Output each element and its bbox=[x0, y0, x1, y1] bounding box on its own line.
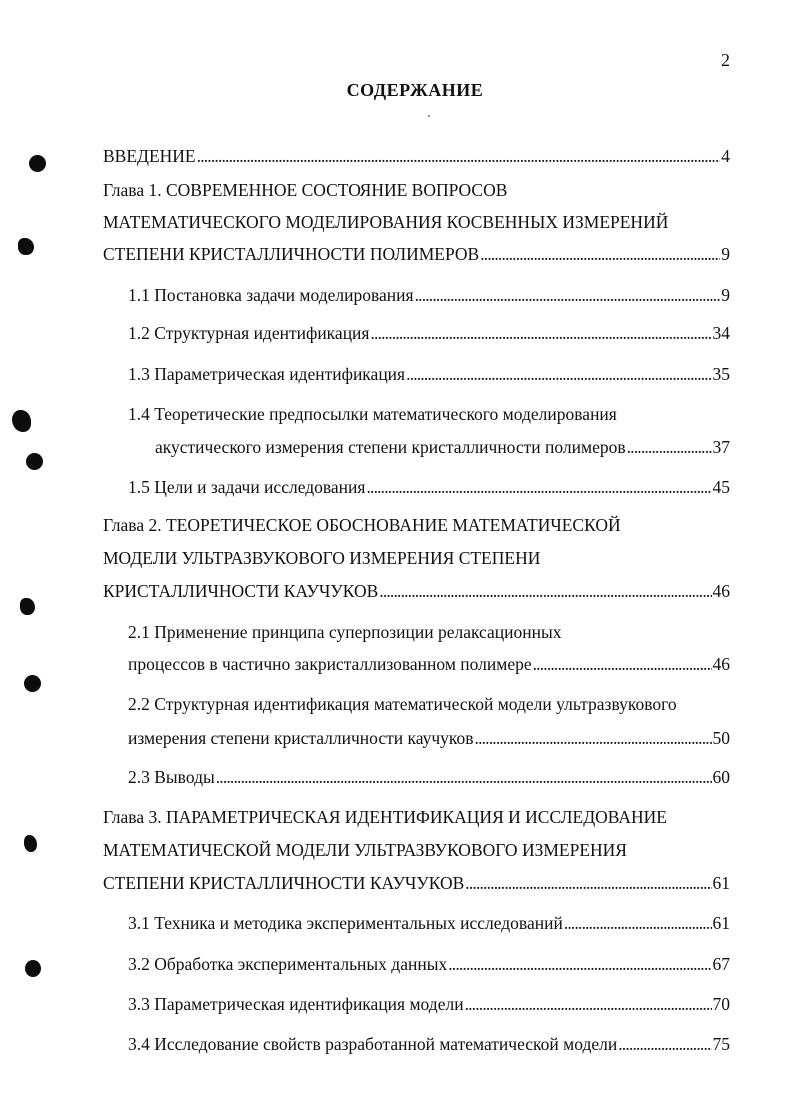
toc-entry-2-2[interactable] bbox=[128, 727, 730, 749]
punch-hole-mark bbox=[12, 410, 31, 432]
toc-entry-page: 60 bbox=[712, 767, 730, 787]
toc-entry-text: 1.3 Параметрическая идентификация bbox=[128, 364, 406, 384]
dot-leader bbox=[406, 363, 711, 385]
toc-entry-page: 9 bbox=[721, 244, 730, 264]
punch-hole-mark bbox=[25, 960, 41, 977]
toc-entry-page: 61 bbox=[712, 913, 730, 933]
page-number: 2 bbox=[721, 50, 730, 70]
toc-entry-1-1[interactable] bbox=[128, 284, 730, 306]
toc-entry-text: 3.2 Обработка экспериментальных данных bbox=[128, 954, 448, 974]
toc-entry-text: СТЕПЕНИ КРИСТАЛЛИЧНОСТИ ПОЛИМЕРОВ bbox=[103, 244, 480, 264]
chapter-1-title-line-2[interactable]: МАТЕМАТИЧЕСКОГО МОДЕЛИРОВАНИЯ КОСВЕННЫХ ИЗМЕРЕНИЙ bbox=[103, 212, 669, 232]
toc-entry-page: 35 bbox=[712, 364, 730, 384]
dot-leader bbox=[618, 1033, 711, 1055]
toc-entry-text: КРИСТАЛЛИЧНОСТИ КАУЧУКОВ bbox=[103, 581, 379, 601]
toc-entry-2-3[interactable] bbox=[128, 766, 730, 788]
dot-leader bbox=[480, 243, 720, 265]
toc-entry-1-3[interactable] bbox=[128, 363, 730, 385]
toc-entry-page: 61 bbox=[712, 873, 730, 893]
toc-entry-text: 1.2 Структурная идентификация bbox=[128, 323, 370, 343]
toc-entry-3-2[interactable] bbox=[128, 953, 730, 975]
dot-leader bbox=[216, 766, 712, 788]
chapter-2-title-line-2[interactable]: МОДЕЛИ УЛЬТРАЗВУКОВОГО ИЗМЕРЕНИЯ СТЕПЕНИ bbox=[103, 548, 541, 568]
toc-entry-text: акустического измерения степени кристалличности полимеров bbox=[155, 437, 626, 457]
toc-entry-text: 2.3 Выводы bbox=[128, 767, 215, 787]
toc-entry-page: 9 bbox=[721, 285, 730, 305]
toc-entry-page: 75 bbox=[712, 1034, 730, 1054]
dot-leader bbox=[475, 727, 712, 749]
punch-hole-mark bbox=[18, 238, 34, 255]
chapter-3-title-line-1[interactable]: Глава 3. ПАРАМЕТРИЧЕСКАЯ ИДЕНТИФИКАЦИЯ И ИССЛЕДОВАНИЕ bbox=[103, 807, 667, 827]
dot-leader bbox=[627, 436, 712, 458]
toc-entry-text: процессов в частично закристаллизованном полимере bbox=[128, 654, 532, 674]
dot-leader bbox=[370, 322, 711, 344]
toc-entry-page: 46 bbox=[712, 654, 730, 674]
dot-leader bbox=[448, 953, 711, 975]
toc-entry-chapter-1[interactable] bbox=[103, 243, 730, 265]
dot-leader bbox=[379, 580, 711, 602]
dot-leader bbox=[415, 284, 721, 306]
toc-entry-page: 37 bbox=[712, 437, 730, 457]
chapter-2-title-line-1[interactable]: Глава 2. ТЕОРЕТИЧЕСКОЕ ОБОСНОВАНИЕ МАТЕМАТИЧЕСКОЙ bbox=[103, 515, 621, 535]
toc-entry-chapter-3[interactable] bbox=[103, 872, 730, 894]
toc-entry-3-3[interactable] bbox=[128, 993, 730, 1015]
toc-entry-page: 4 bbox=[721, 146, 730, 166]
toc-entry-1-5[interactable] bbox=[128, 476, 730, 498]
toc-entry-page: 70 bbox=[712, 994, 730, 1014]
punch-hole-mark bbox=[24, 835, 37, 852]
toc-entry-text: СТЕПЕНИ КРИСТАЛЛИЧНОСТИ КАУЧУКОВ bbox=[103, 873, 465, 893]
toc-entry-chapter-2[interactable] bbox=[103, 580, 730, 602]
toc-entry-text: 1.1 Постановка задачи моделирования bbox=[128, 285, 414, 305]
toc-entry-3-4[interactable] bbox=[128, 1033, 730, 1055]
toc-title: СОДЕРЖАНИЕ bbox=[346, 80, 484, 100]
toc-entry-text: 3.3 Параметрическая идентификация модели bbox=[128, 994, 464, 1014]
toc-entry-introduction[interactable] bbox=[103, 145, 730, 167]
toc-entry-text: ВВЕДЕНИЕ bbox=[103, 146, 196, 166]
section-2-2-title-line-1[interactable]: 2.2 Структурная идентификация математической модели ультразвукового bbox=[128, 694, 677, 714]
dot-leader bbox=[197, 145, 721, 167]
toc-entry-text: 1.5 Цели и задачи исследования bbox=[128, 477, 366, 497]
dot-leader bbox=[465, 993, 712, 1015]
punch-hole-mark bbox=[20, 598, 35, 615]
toc-entry-2-1[interactable] bbox=[128, 653, 730, 675]
toc-entry-page: 67 bbox=[712, 954, 730, 974]
chapter-1-title-line-1[interactable]: Глава 1. СОВРЕМЕННОЕ СОСТОЯНИЕ ВОПРОСОВ bbox=[103, 180, 508, 200]
toc-entry-1-2[interactable] bbox=[128, 322, 730, 344]
toc-entry-page: 34 bbox=[712, 323, 730, 343]
toc-entry-page: 50 bbox=[712, 728, 730, 748]
punch-hole-mark bbox=[26, 453, 43, 470]
dot-leader bbox=[366, 476, 711, 498]
section-1-4-title-line-1[interactable]: 1.4 Теоретические предпосылки математического моделирования bbox=[128, 404, 617, 424]
section-2-1-title-line-1[interactable]: 2.1 Применение принципа суперпозиции релаксационных bbox=[128, 622, 562, 642]
toc-entry-text: измерения степени кристалличности каучуков bbox=[128, 728, 474, 748]
toc-entry-page: 45 bbox=[712, 477, 730, 497]
dot-leader bbox=[564, 912, 712, 934]
toc-entry-3-1[interactable] bbox=[128, 912, 730, 934]
toc-entry-page: 46 bbox=[712, 581, 730, 601]
chapter-3-title-line-2[interactable]: МАТЕМАТИЧЕСКОЙ МОДЕЛИ УЛЬТРАЗВУКОВОГО ИЗМЕРЕНИЯ bbox=[103, 840, 627, 860]
toc-entry-text: 3.1 Техника и методика экспериментальных исследований bbox=[128, 913, 563, 933]
punch-hole-mark bbox=[24, 675, 41, 692]
dot-leader bbox=[465, 872, 711, 894]
toc-entry-text: 3.4 Исследование свойств разработанной математической модели bbox=[128, 1034, 618, 1054]
punch-hole-mark bbox=[29, 155, 46, 172]
dot-leader bbox=[533, 653, 712, 675]
toc-entry-1-4[interactable] bbox=[155, 436, 730, 458]
